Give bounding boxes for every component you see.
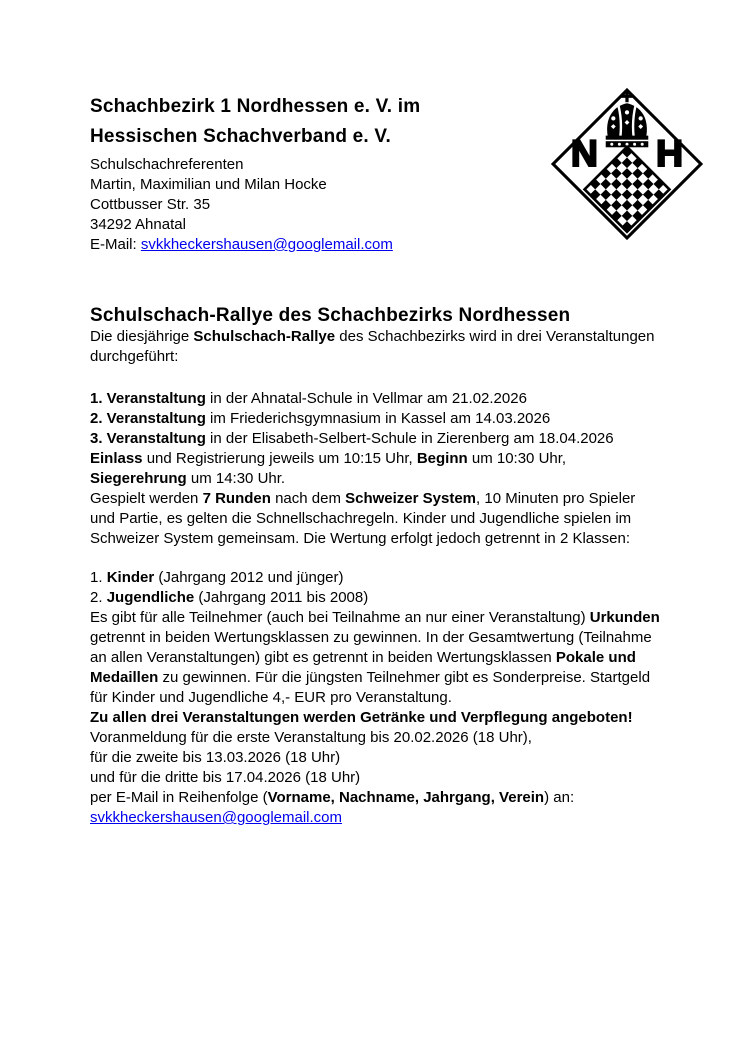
bold-text-run: Zu allen drei Veranstaltungen werden Getränke und Verpflegung angeboten! [90, 709, 633, 726]
bold-text-run: 7 Runden [202, 490, 271, 507]
text-run: in der Ahnatal-Schule in Vellmar am 21.02.2026 [205, 390, 527, 407]
event-line-3 [90, 429, 660, 449]
logo-letter-n: N [570, 132, 598, 175]
registration-email-line [90, 808, 660, 828]
bold-text-run: Jugendliche [106, 589, 195, 606]
bold-text-run: Siegerehrung [90, 470, 187, 487]
registration-paragraph [90, 788, 660, 808]
bold-text-run: Beginn [416, 450, 468, 467]
text-run: Gespielt werden [90, 490, 203, 507]
events-list [90, 389, 660, 449]
catering-paragraph [90, 708, 660, 728]
text-run: 2. [90, 589, 107, 606]
header-email-link[interactable]: svkkheckershausen@googlemail.com [140, 236, 393, 253]
prizes-paragraph [90, 608, 660, 708]
classes-list [90, 568, 660, 608]
contact-email-line [90, 235, 660, 255]
contact-street: Cottbusser Str. 35 [90, 196, 211, 213]
text-run: Die diesjährige [90, 328, 194, 345]
bold-text-run: Pokale und Medaillen [90, 649, 636, 686]
contact-names: Martin, Maximilian und Milan Hocke [90, 176, 327, 193]
text-run: 1. [90, 569, 107, 586]
logo-letter-h: H [656, 132, 684, 175]
email-label: E-Mail: [90, 236, 141, 253]
contact-city: 34292 Ahnatal [90, 216, 186, 233]
text-run: (Jahrgang 2012 und jünger) [154, 569, 344, 586]
mode-paragraph [90, 489, 660, 549]
intro-paragraph [90, 327, 660, 367]
text-run: nach dem [270, 490, 346, 507]
text-run: für die zweite bis 13.03.2026 (18 Uhr) [90, 749, 341, 766]
text-run: Es gibt für alle Teilnehmer (auch bei Teilnahme an nur einer Veranstaltung) [90, 609, 590, 626]
org-title-line1: Schachbezirk 1 Nordhessen e. V. im [90, 96, 421, 117]
deadline-1-paragraph [90, 728, 660, 748]
bold-text-run: Schulschach-Rallye [193, 328, 336, 345]
bold-text-run: Schweizer System [345, 490, 477, 507]
contact-block [90, 155, 660, 255]
text-run: des Schachbezirks wird in drei Veranstaltungen durchgeführt: [90, 328, 655, 365]
bold-text-run: Kinder [106, 569, 155, 586]
schedule-paragraph [90, 449, 660, 489]
text-run: und für die dritte bis 17.04.2026 (18 Uhr) [90, 769, 361, 786]
event-line-2 [90, 409, 660, 429]
text-run: Voranmeldung für die erste Veranstaltung bis 20.02.2026 (18 Uhr), [90, 729, 532, 746]
text-run: in der Elisabeth-Selbert-Schule in Zierenberg am 18.04.2026 [205, 430, 614, 447]
bold-text-run: Einlass [90, 450, 143, 467]
org-title [90, 92, 660, 152]
org-title-line2: Hessischen Schachverband e. V. [90, 126, 392, 147]
document-content [90, 92, 660, 828]
bold-text-run: Vorname, Nachname, Jahrgang, Verein [267, 789, 545, 806]
text-run: (Jahrgang 2011 bis 2008) [194, 589, 369, 606]
registration-email-link[interactable]: svkkheckershausen@googlemail.com [90, 809, 343, 826]
class-line-2 [90, 588, 660, 608]
class-line-1 [90, 568, 660, 588]
text-run: , 10 Minuten pro Spieler und Partie, es gelten die Schnellschachregeln. Kinder und Jugendliche spielen im Schweizer System gemeinsam. Die Wertung erfolgt jedoch getrennt in 2 Klassen: [90, 490, 636, 547]
deadline-2-paragraph [90, 748, 660, 768]
bold-text-run: 2. Veranstaltung [90, 410, 206, 427]
document-title: Schulschach-Rallye des Schachbezirks Nordhessen [90, 305, 571, 326]
contact-role: Schulschachreferenten [90, 156, 244, 173]
bold-text-run: 1. Veranstaltung [90, 390, 206, 407]
bold-text-run: 3. Veranstaltung [90, 430, 206, 447]
deadline-3-paragraph [90, 768, 660, 788]
text-run: im Friederichsgymnasium in Kassel am 14.03.2026 [205, 410, 551, 427]
text-run: getrennt in beiden Wertungsklassen zu gewinnen. In der Gesamtwertung (Teilnahme an allen Veranstaltungen) gibt es getrennt in beiden Wertungsklassen [90, 629, 652, 666]
text-run: zu gewinnen. Für die jüngsten Teilnehmer gibt es Sonderpreise. Startgeld für Kinder und Jugendliche 4,- EUR pro Veranstaltung. [90, 669, 651, 706]
text-run: per E-Mail in Reihenfolge ( [90, 789, 268, 806]
event-line-1 [90, 389, 660, 409]
bold-text-run: Urkunden [589, 609, 660, 626]
text-run: ) an: [544, 789, 575, 806]
text-run: um 14:30 Uhr. [186, 470, 286, 487]
text-run: um 10:30 Uhr, [467, 450, 567, 467]
text-run: und Registrierung jeweils um 10:15 Uhr, [142, 450, 417, 467]
